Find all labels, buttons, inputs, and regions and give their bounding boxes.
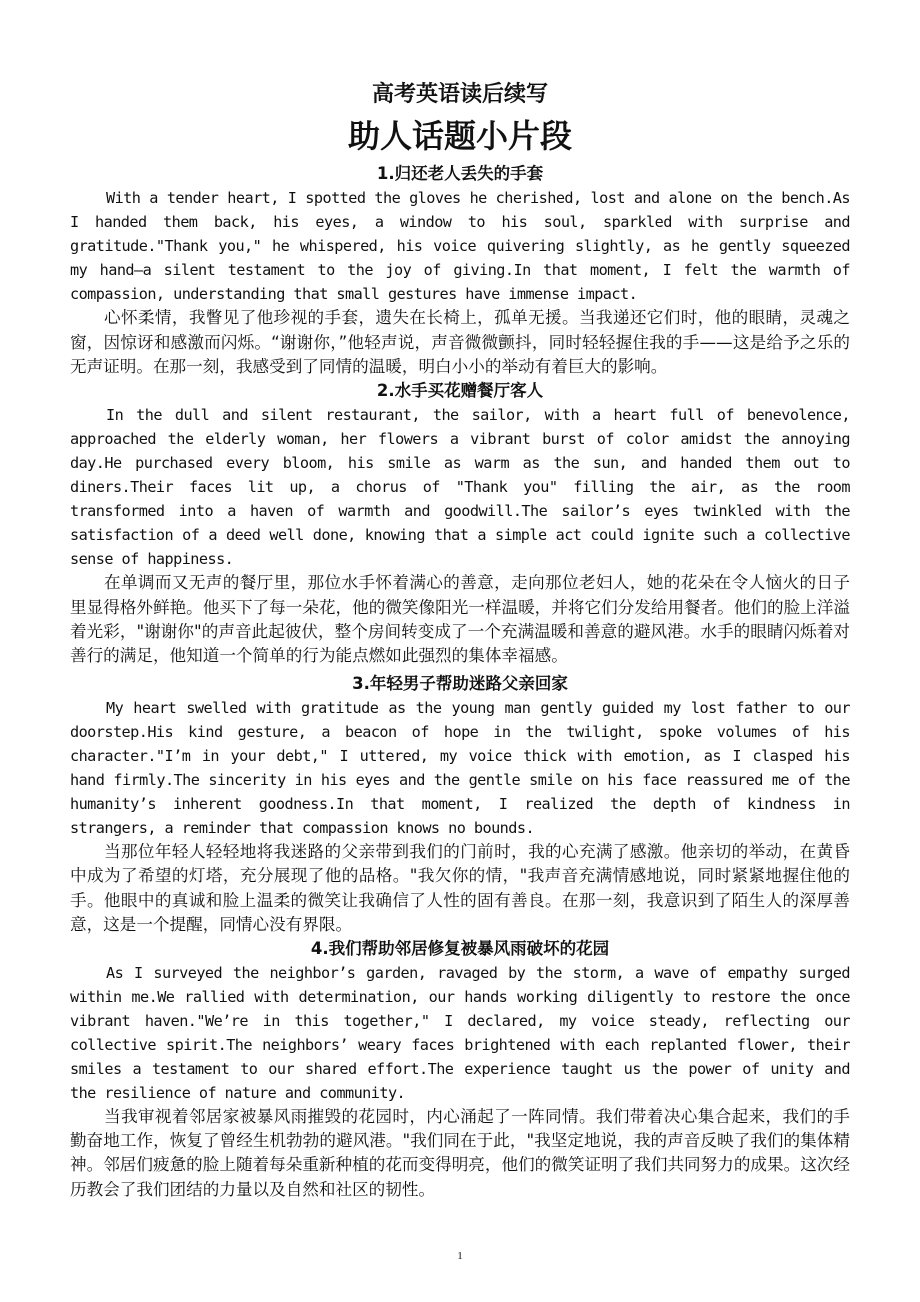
english-paragraph: In the dull and silent restaurant, the sailor, with a heart full of benevolence, approached the elderly woman, her flowers a vibrant burst of color amidst the annoying day.He purchased every bloom, his smile as warm as the sun, and handed them out to diners.Their faces lit up, a chorus of "Thank you" filling the air, as the room transformed into a haven of warmth and goodwill.The sailor’s eyes twinkled with the satisfaction of a deed well done, knowing that a simple act could ignite such a collective sense of happiness.	[70, 405, 850, 569]
section-1	[70, 162, 850, 379]
section-heading: 1.归还老人丢失的手套	[376, 164, 544, 183]
english-paragraph: My heart swelled with gratitude as the young man gently guided my lost father to our doorstep.His kind gesture, a beacon of hope in the twilight, spoke volumes of his character."I’m in your debt," I uttered, my voice thick with emotion, as I clasped his hand firmly.The sincerity in his eyes and the gentle smile on his face reassured me of the humanity’s inherent goodness.In that moment, I realized the depth of kindness in strangers, a reminder that compassion knows no bounds.	[70, 698, 850, 838]
chinese-paragraph: 当那位年轻人轻轻地将我迷路的父亲带到我们的门前时，我的心充满了感激。他亲切的举动，在黄昏中成为了希望的灯塔，充分展现了他的品格。"我欠你的情，"我声音充满情感地说，同时紧紧地握住他的手。他眼中的真诚和脸上温柔的微笑让我确信了人性的固有善良。在那一刻，我意识到了陌生人的深厚善意，这是一个提醒，同情心没有界限。	[70, 842, 850, 934]
chinese-paragraph: 在单调而又无声的餐厅里，那位水手怀着满心的善意，走向那位老妇人，她的花朵在令人恼火的日子里显得格外鲜艳。他买下了每一朵花，他的微笑像阳光一样温暖，并将它们分发给用餐者。他们的脸上洋溢着光彩，"谢谢你"的声音此起彼伏，整个房间转变成了一个充满温暖和善意的避风港。水手的眼睛闪烁着对善行的满足，他知道一个简单的行为能点燃如此强烈的集体幸福感。	[70, 573, 850, 665]
section-3	[70, 672, 850, 937]
chinese-paragraph: 心怀柔情，我瞥见了他珍视的手套，遗失在长椅上，孤单无援。当我递还它们时，他的眼睛，灵魂之窗，因惊讶和感激而闪烁。“谢谢你，”他轻声说，声音微微颤抖，同时轻轻握住我的手——这是给予之乐的无声证明。在那一刻，我感受到了同情的温暖，明白小小的举动有着巨大的影响。	[70, 308, 850, 376]
section-heading: 2.水手买花赠餐厅客人	[376, 380, 544, 400]
document-title: 高考英语读后续写	[371, 82, 548, 107]
english-paragraph: With a tender heart, I spotted the gloves he cherished, lost and alone on the bench.As I handed them back, his eyes, a window to his soul, sparkled with surprise and gratitude."Thank you," he whispered, his voice quivering slightly, as he gently squeezed my hand—a silent testament to the joy of giving.In that moment, I felt the warmth of compassion, understanding that small gestures have immense impact.	[70, 189, 850, 304]
english-paragraph: As I surveyed the neighbor’s garden, ravaged by the storm, a wave of empathy surged within me.We rallied with determination, our hands working diligently to restore the once vibrant haven."We’re in this together," I declared, my voice steady, reflecting our collective spirit.The neighbors’ weary faces brightened with each replanted flower, their smiles a testament to our shared effort.The experience taught us the power of unity and the resilience of nature and community.	[70, 963, 850, 1103]
page-number: 1	[457, 1250, 463, 1262]
section-4	[70, 937, 850, 1202]
section-heading: 3.年轻男子帮助迷路父亲回家	[352, 673, 568, 693]
document-page	[70, 78, 850, 1202]
section-2	[70, 379, 850, 668]
document-subtitle: 助人话题小片段	[347, 117, 572, 155]
chinese-paragraph: 当我审视着邻居家被暴风雨摧毁的花园时，内心涌起了一阵同情。我们带着决心集合起来，我们的手勤奋地工作，恢复了曾经生机勃勃的避风港。"我们同在于此，"我坚定地说，我的声音反映了我们的集体精神。邻居们疲惫的脸上随着每朵重新种植的花而变得明亮，他们的微笑证明了我们共同努力的成果。这次经历教会了我们团结的力量以及自然和社区的韧性。	[70, 1107, 850, 1199]
section-heading: 4.我们帮助邻居修复被暴风雨破坏的花园	[310, 938, 610, 958]
